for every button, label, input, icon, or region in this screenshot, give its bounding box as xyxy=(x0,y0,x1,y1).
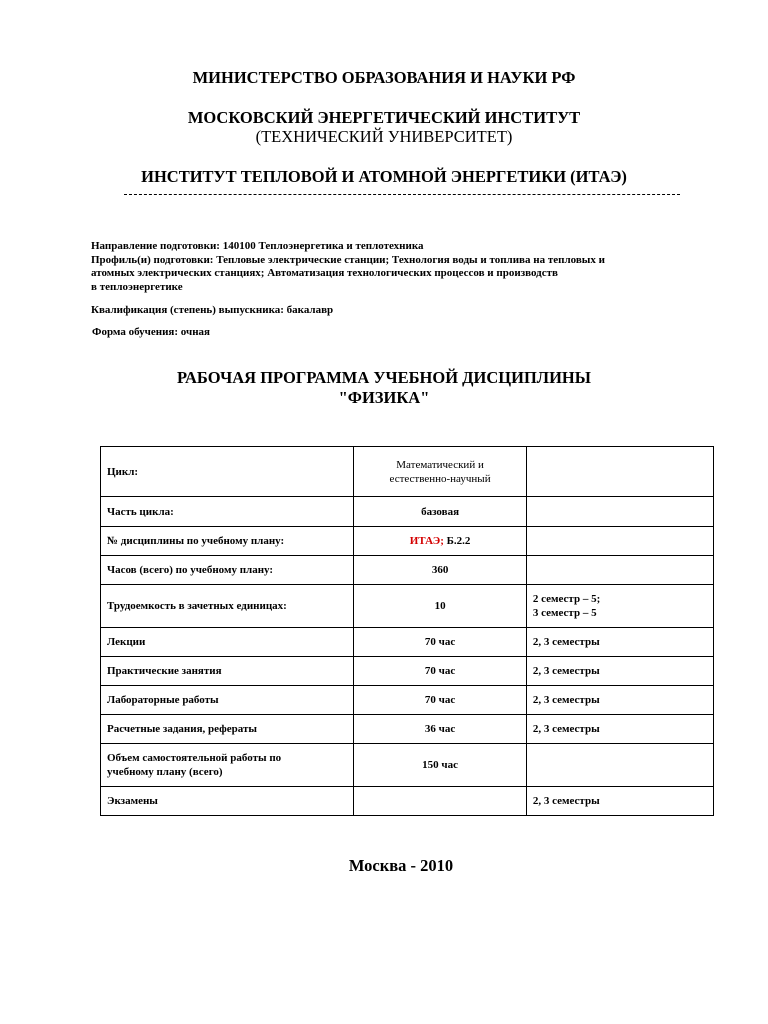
info-block xyxy=(91,240,711,294)
cycle-note xyxy=(526,447,713,497)
exam-note: 2, 3 семестры xyxy=(526,787,713,816)
exam-value xyxy=(354,787,527,816)
study-form-line: Форма обучения: очная xyxy=(92,326,210,338)
program-title-line-2: "ФИЗИКА" xyxy=(338,388,430,407)
hours-label: Часов (всего) по учебному плану: xyxy=(101,556,354,585)
credits-note-line-1: 2 семестр – 5; xyxy=(532,593,601,605)
table-row xyxy=(101,628,714,657)
discipline-table xyxy=(100,446,714,816)
calc-label: Расчетные задания, рефераты xyxy=(101,715,354,744)
profile-line-2: атомных электрических станциях; Автоматизация технологических процессов и производств xyxy=(91,267,558,279)
table-row xyxy=(101,787,714,816)
city-year: Москва - 2010 xyxy=(348,856,454,875)
credits-label: Трудоемкость в зачетных единицах: xyxy=(101,585,354,628)
faculty-heading: ИНСТИТУТ ТЕПЛОВОЙ И АТОМНОЙ ЭНЕРГЕТИКИ (ИТАЭ) xyxy=(141,167,627,186)
self-work-label-line-1: Объем самостоятельной работы по xyxy=(107,752,282,764)
qualification-line: Квалификация (степень) выпускника: бакалавр xyxy=(91,304,334,316)
cycle-value-line-2: естественно-научный xyxy=(389,472,491,485)
table-row xyxy=(101,657,714,686)
hours-value: 360 xyxy=(354,556,527,585)
number-value-code: Б.2.2 xyxy=(443,535,471,547)
credits-note-line-2: 3 семестр – 5 xyxy=(532,607,597,619)
profile-line-3: в теплоэнергетике xyxy=(91,280,183,293)
ministry-heading: МИНИСТЕРСТВО ОБРАЗОВАНИЯ И НАУКИ РФ xyxy=(192,68,576,87)
table-row xyxy=(101,715,714,744)
direction-line: Направление подготовки: 140100 Теплоэнергетика и теплотехника xyxy=(91,240,424,252)
table-row xyxy=(101,744,714,787)
part-label: Часть цикла: xyxy=(101,497,354,527)
lectures-value: 70 час xyxy=(354,628,527,657)
header-divider xyxy=(124,194,680,195)
lectures-note: 2, 3 семестры xyxy=(526,628,713,657)
part-value: базовая xyxy=(354,497,527,527)
practice-note: 2, 3 семестры xyxy=(526,657,713,686)
table-row xyxy=(101,447,714,497)
cycle-value xyxy=(354,447,527,497)
lectures-label: Лекции xyxy=(101,628,354,657)
calc-note: 2, 3 семестры xyxy=(526,715,713,744)
table-row xyxy=(101,686,714,715)
table-row xyxy=(101,556,714,585)
hours-note xyxy=(526,556,713,585)
exam-label: Экзамены xyxy=(101,787,354,816)
practice-label: Практические занятия xyxy=(101,657,354,686)
lab-note: 2, 3 семестры xyxy=(526,686,713,715)
credits-value: 10 xyxy=(354,585,527,628)
self-work-value: 150 час xyxy=(354,744,527,787)
self-work-note xyxy=(526,744,713,787)
practice-value: 70 час xyxy=(354,657,527,686)
part-note xyxy=(526,497,713,527)
lab-label: Лабораторные работы xyxy=(101,686,354,715)
university-heading: (ТЕХНИЧЕСКИЙ УНИВЕРСИТЕТ) xyxy=(255,127,513,146)
number-label: № дисциплины по учебному плану: xyxy=(101,527,354,556)
credits-note xyxy=(526,585,713,628)
number-value xyxy=(354,527,527,556)
profile-line-1: Профиль(и) подготовки: Тепловые электрические станции; Технология воды и топлива на тепловых и xyxy=(91,253,605,266)
self-work-label xyxy=(101,744,354,787)
calc-value: 36 час xyxy=(354,715,527,744)
cycle-value-line-1: Математический и xyxy=(396,458,484,471)
cycle-label: Цикл: xyxy=(101,447,354,497)
program-title-line-1: РАБОЧАЯ ПРОГРАММА УЧЕБНОЙ ДИСЦИПЛИНЫ xyxy=(177,368,591,387)
institute-heading: МОСКОВСКИЙ ЭНЕРГЕТИЧЕСКИЙ ИНСТИТУТ xyxy=(187,108,581,127)
table-row xyxy=(101,527,714,556)
lab-value: 70 час xyxy=(354,686,527,715)
program-title xyxy=(0,368,768,408)
number-value-red: ИТАЭ; xyxy=(409,535,444,547)
self-work-label-line-2: учебному плану (всего) xyxy=(107,766,223,778)
number-note xyxy=(526,527,713,556)
table-row xyxy=(101,585,714,628)
table-row xyxy=(101,497,714,527)
